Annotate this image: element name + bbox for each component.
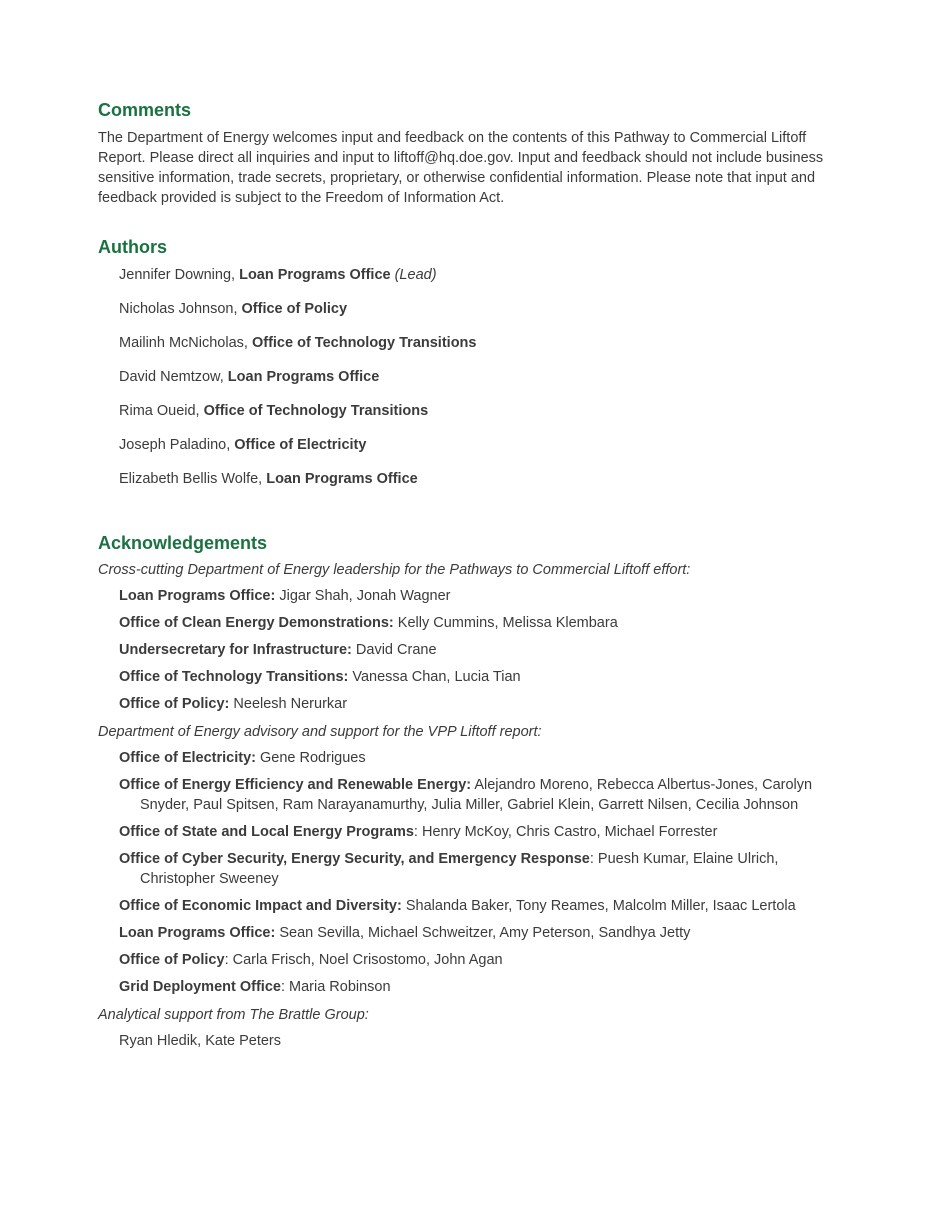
advisory-intro: Department of Energy advisory and support for the VPP Liftoff report:: [98, 724, 542, 740]
ack-office: Office of Policy:: [119, 696, 230, 712]
authors-section: [98, 235, 838, 489]
author-office: Loan Programs Office: [227, 369, 380, 385]
ack-people: : Henry McKoy, Chris Castro, Michael Forrester: [413, 824, 718, 840]
ack-office: Office of Technology Transitions:: [119, 669, 349, 685]
ack-item: [119, 1031, 838, 1051]
ack-item: [119, 775, 838, 815]
comments-section: [98, 98, 838, 208]
ack-people: : Maria Robinson: [280, 979, 391, 995]
leadership-list: [119, 586, 838, 714]
ack-item: [119, 586, 838, 606]
author-item: [119, 299, 838, 319]
leadership-intro: Cross-cutting Department of Energy leadership for the Pathways to Commercial Liftoff effort:: [98, 562, 691, 578]
author-name: Joseph Paladino,: [119, 437, 235, 453]
ack-item: [119, 977, 838, 997]
ack-office: Office of Policy: [119, 952, 225, 968]
ack-people: Neelesh Nerurkar: [229, 696, 348, 712]
author-name: Jennifer Downing,: [119, 267, 240, 283]
ack-people: Alejandro Moreno, Rebecca Albertus-Jones, Carolyn Snyder, Paul Spitsen, Ram Narayanamurthy, Julia Miller, Gabriel Klein, Garrett Nilsen, Cecilia Johnson: [140, 777, 813, 813]
ack-office: Grid Deployment Office: [119, 979, 281, 995]
ack-people: Shalanda Baker, Tony Reames, Malcolm Miller, Isaac Lertola: [401, 898, 796, 914]
ack-people: Kelly Cummins, Melissa Klembara: [393, 615, 618, 631]
comments-heading: Comments: [98, 100, 192, 120]
ack-item: [119, 694, 838, 714]
authors-list: [119, 265, 838, 489]
acknowledgements-heading: Acknowledgements: [98, 533, 268, 553]
advisory-list: [119, 748, 838, 997]
ack-office: Office of State and Local Energy Programs: [119, 824, 414, 840]
ack-item: [119, 667, 838, 687]
ack-people: Jigar Shah, Jonah Wagner: [275, 588, 451, 604]
authors-heading: Authors: [98, 237, 167, 257]
ack-item: [119, 849, 838, 889]
ack-item: [119, 822, 838, 842]
author-office: Office of Technology Transitions: [203, 403, 429, 419]
document-page: [98, 98, 838, 1058]
ack-people: Sean Sevilla, Michael Schweitzer, Amy Peterson, Sandhya Jetty: [275, 925, 691, 941]
acknowledgements-section: [98, 531, 838, 1051]
author-office: Office of Electricity: [234, 437, 367, 453]
author-name: Rima Oueid,: [119, 403, 204, 419]
author-name: David Nemtzow,: [119, 369, 228, 385]
ack-office: Undersecretary for Infrastructure:: [119, 642, 352, 658]
author-name: Elizabeth Bellis Wolfe,: [119, 471, 267, 487]
ack-office: Office of Clean Energy Demonstrations:: [119, 615, 394, 631]
ack-item: [119, 613, 838, 633]
author-office: Loan Programs Office: [239, 267, 391, 283]
ack-item: [119, 748, 838, 768]
author-item: [119, 333, 838, 353]
ack-item: [119, 640, 838, 660]
ack-people: : Puesh Kumar, Elaine Ulrich, Christopher Sweeney: [140, 851, 779, 887]
comments-text: The Department of Energy welcomes input and feedback on the contents of this Pathway to Commercial Liftoff Report. Please direct all inquiries and input to liftoff@hq.doe.gov. Input and feedback should not include business sensitive information, trade secrets, proprietary, or otherwise confidential information. Please note that input and feedback provided is subject to the Freedom of Information Act.: [98, 130, 824, 206]
analytical-list: [119, 1031, 838, 1051]
ack-item: [119, 923, 838, 943]
ack-office: Office of Cyber Security, Energy Security, and Emergency Response: [119, 851, 590, 867]
ack-people: Gene Rodrigues: [255, 750, 366, 766]
author-office: Office of Policy: [241, 301, 348, 317]
author-item: [119, 401, 838, 421]
author-item: [119, 265, 838, 285]
ack-people: : Carla Frisch, Noel Crisostomo, John Agan: [224, 952, 503, 968]
ack-item: [119, 950, 838, 970]
author-office: Loan Programs Office: [266, 471, 418, 487]
ack-people: David Crane: [351, 642, 437, 658]
ack-office: Office of Electricity:: [119, 750, 256, 766]
author-note: (Lead): [390, 267, 437, 283]
ack-office: Loan Programs Office:: [119, 588, 276, 604]
ack-office: Office of Energy Efficiency and Renewable Energy:: [119, 777, 472, 793]
author-item: [119, 469, 838, 489]
ack-people: Vanessa Chan, Lucia Tian: [348, 669, 521, 685]
ack-office: Office of Economic Impact and Diversity:: [119, 898, 402, 914]
analytical-intro: Analytical support from The Brattle Group:: [98, 1007, 369, 1023]
author-name: Mailinh McNicholas,: [119, 335, 252, 351]
author-item: [119, 367, 838, 387]
author-office: Office of Technology Transitions: [251, 335, 477, 351]
author-item: [119, 435, 838, 455]
ack-office: Loan Programs Office:: [119, 925, 276, 941]
ack-item: [119, 896, 838, 916]
ack-people: Ryan Hledik, Kate Peters: [119, 1033, 281, 1049]
author-name: Nicholas Johnson,: [119, 301, 242, 317]
